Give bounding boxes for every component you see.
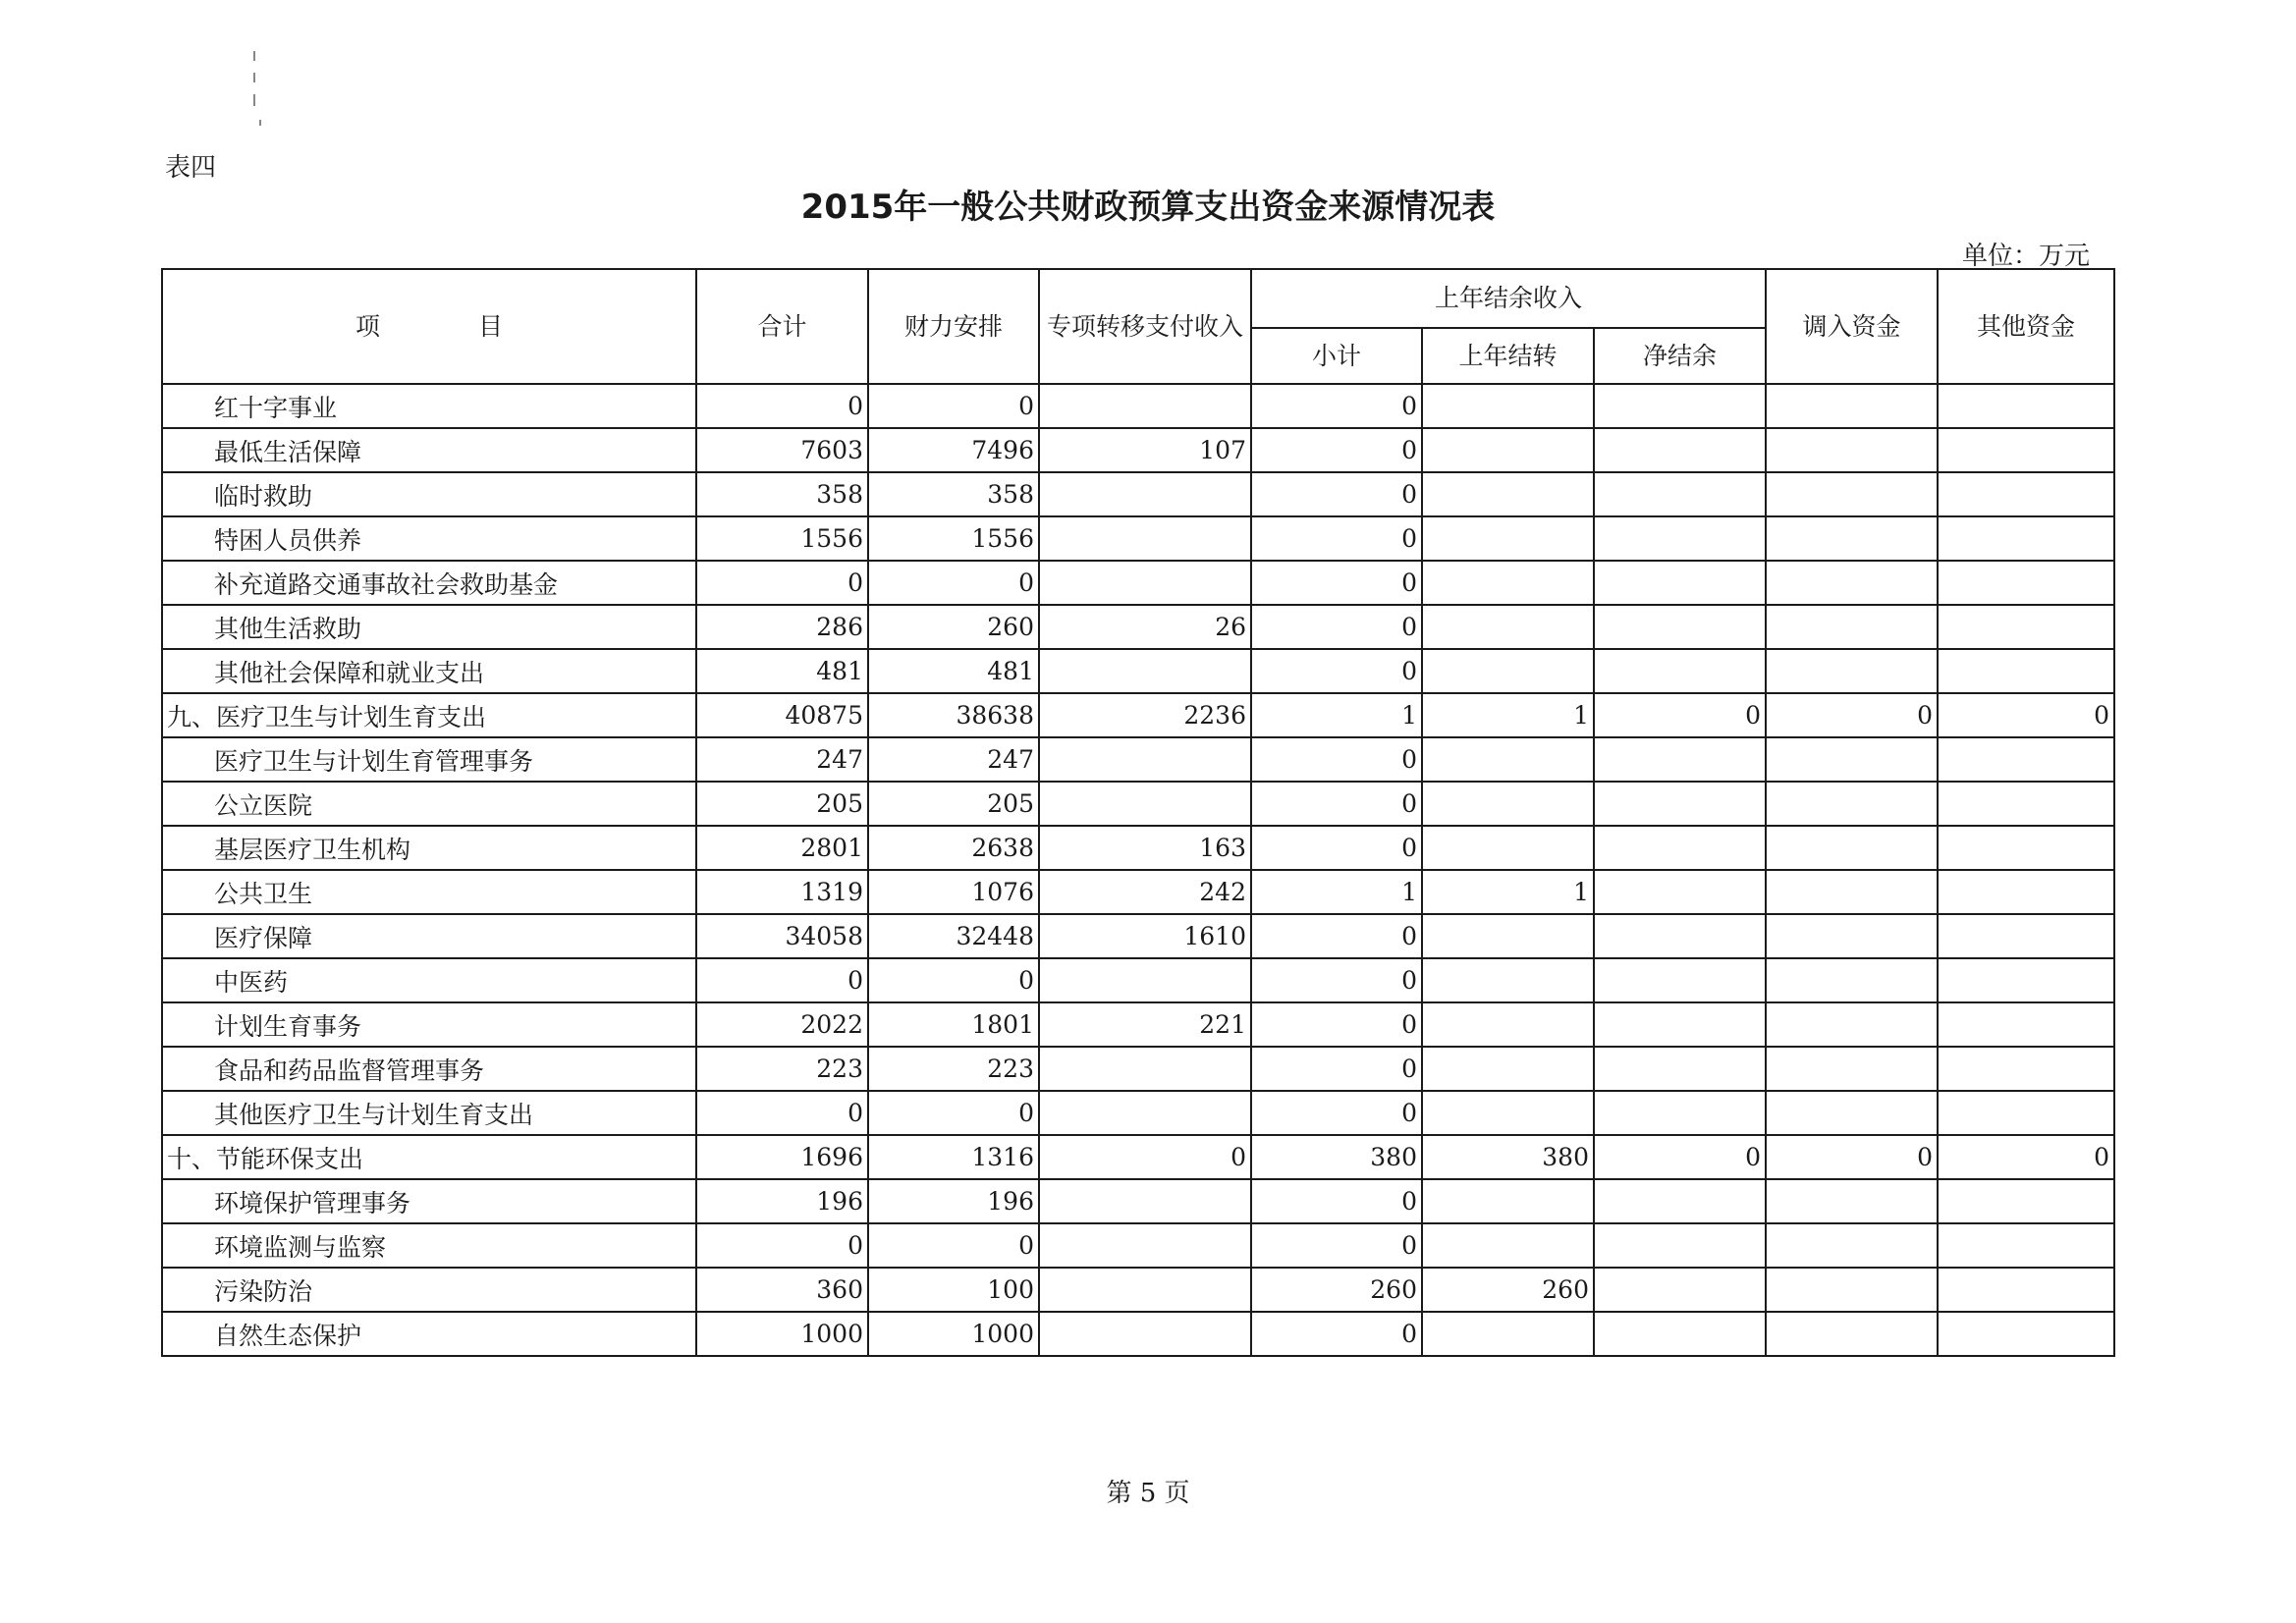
- col-header-carry-group: 上年结余收入: [1251, 269, 1766, 328]
- cell-special: [1039, 516, 1251, 561]
- header-row-1: [162, 269, 2114, 328]
- cell-fiscal: 1076: [868, 870, 1039, 914]
- cell-fiscal: 0: [868, 384, 1039, 428]
- cell-net: [1594, 826, 1766, 870]
- cell-total: 0: [696, 1223, 868, 1268]
- cell-total: 0: [696, 958, 868, 1002]
- row-item-name: 其他生活救助: [162, 605, 696, 649]
- cell-other: [1938, 472, 2114, 516]
- row-item-name: 基层医疗卫生机构: [162, 826, 696, 870]
- table-row: [162, 1135, 2114, 1179]
- cell-subtotal: 0: [1251, 649, 1422, 693]
- cell-special: [1039, 384, 1251, 428]
- cell-fiscal: 2638: [868, 826, 1039, 870]
- cell-fiscal: 38638: [868, 693, 1039, 737]
- cell-carryover: [1422, 1047, 1594, 1091]
- cell-net: 0: [1594, 693, 1766, 737]
- cell-other: [1938, 737, 2114, 782]
- table-row: [162, 782, 2114, 826]
- row-item-name: 九、医疗卫生与计划生育支出: [162, 693, 696, 737]
- cell-special: [1039, 561, 1251, 605]
- page-title: 2015年一般公共财政预算支出资金来源情况表: [800, 188, 1496, 227]
- cell-transfer_in: [1766, 870, 1938, 914]
- cell-subtotal: 0: [1251, 1002, 1422, 1047]
- cell-other: [1938, 870, 2114, 914]
- cell-carryover: [1422, 1091, 1594, 1135]
- cell-total: 1000: [696, 1312, 868, 1356]
- cell-total: 1319: [696, 870, 868, 914]
- cell-net: [1594, 1223, 1766, 1268]
- row-item-name: 补充道路交通事故社会救助基金: [162, 561, 696, 605]
- row-item-name: 红十字事业: [162, 384, 696, 428]
- cell-transfer_in: [1766, 737, 1938, 782]
- row-item-name: 特困人员供养: [162, 516, 696, 561]
- cell-other: [1938, 1312, 2114, 1356]
- cell-carryover: [1422, 516, 1594, 561]
- cell-other: [1938, 605, 2114, 649]
- table-row: [162, 1223, 2114, 1268]
- table-row: [162, 737, 2114, 782]
- cell-subtotal: 0: [1251, 472, 1422, 516]
- cell-subtotal: 0: [1251, 561, 1422, 605]
- cell-net: 0: [1594, 1135, 1766, 1179]
- table-row: [162, 958, 2114, 1002]
- cell-net: [1594, 516, 1766, 561]
- table-row: [162, 870, 2114, 914]
- cell-carryover: [1422, 958, 1594, 1002]
- cell-other: [1938, 914, 2114, 958]
- cell-net: [1594, 384, 1766, 428]
- cell-carryover: 380: [1422, 1135, 1594, 1179]
- cell-carryover: [1422, 1312, 1594, 1356]
- cell-special: [1039, 1091, 1251, 1135]
- table-row: [162, 826, 2114, 870]
- cell-carryover: [1422, 1179, 1594, 1223]
- cell-carryover: [1422, 649, 1594, 693]
- table-row: [162, 1312, 2114, 1356]
- table-body: [162, 384, 2114, 1356]
- table-row: [162, 516, 2114, 561]
- table-row: [162, 1179, 2114, 1223]
- cell-other: [1938, 561, 2114, 605]
- cell-transfer_in: [1766, 1268, 1938, 1312]
- cell-special: [1039, 649, 1251, 693]
- table-row: [162, 693, 2114, 737]
- row-item-name: 医疗卫生与计划生育管理事务: [162, 737, 696, 782]
- cell-special: [1039, 782, 1251, 826]
- cell-total: 2801: [696, 826, 868, 870]
- cell-net: [1594, 914, 1766, 958]
- table-row: [162, 1268, 2114, 1312]
- cell-transfer_in: [1766, 516, 1938, 561]
- row-item-name: 最低生活保障: [162, 428, 696, 472]
- cell-fiscal: 7496: [868, 428, 1039, 472]
- cell-carryover: [1422, 737, 1594, 782]
- cell-transfer_in: [1766, 1047, 1938, 1091]
- cell-total: 481: [696, 649, 868, 693]
- cell-total: 205: [696, 782, 868, 826]
- cell-net: [1594, 737, 1766, 782]
- cell-fiscal: 1801: [868, 1002, 1039, 1047]
- cell-carryover: [1422, 605, 1594, 649]
- table-row: [162, 605, 2114, 649]
- cell-transfer_in: [1766, 1002, 1938, 1047]
- cell-transfer_in: [1766, 914, 1938, 958]
- cell-net: [1594, 649, 1766, 693]
- cell-other: [1938, 1223, 2114, 1268]
- cell-fiscal: 358: [868, 472, 1039, 516]
- table-row: [162, 914, 2114, 958]
- cell-carryover: [1422, 782, 1594, 826]
- cell-carryover: [1422, 561, 1594, 605]
- cell-other: [1938, 1002, 2114, 1047]
- col-header-special: 专项转移支付收入: [1039, 269, 1251, 384]
- cell-special: 2236: [1039, 693, 1251, 737]
- row-item-name: 十、节能环保支出: [162, 1135, 696, 1179]
- cell-transfer_in: [1766, 384, 1938, 428]
- row-item-name: 环境保护管理事务: [162, 1179, 696, 1223]
- cell-carryover: 260: [1422, 1268, 1594, 1312]
- cell-special: 221: [1039, 1002, 1251, 1047]
- cell-other: [1938, 516, 2114, 561]
- cell-fiscal: 100: [868, 1268, 1039, 1312]
- cell-transfer_in: [1766, 605, 1938, 649]
- row-item-name: 中医药: [162, 958, 696, 1002]
- cell-total: 286: [696, 605, 868, 649]
- cell-transfer_in: [1766, 1312, 1938, 1356]
- cell-transfer_in: [1766, 1179, 1938, 1223]
- cell-transfer_in: [1766, 561, 1938, 605]
- cell-subtotal: 0: [1251, 1047, 1422, 1091]
- cell-subtotal: 1: [1251, 870, 1422, 914]
- table-row: [162, 1091, 2114, 1135]
- cell-subtotal: 0: [1251, 1179, 1422, 1223]
- cell-subtotal: 0: [1251, 516, 1422, 561]
- cell-carryover: [1422, 384, 1594, 428]
- cell-fiscal: 0: [868, 561, 1039, 605]
- row-item-name: 环境监测与监察: [162, 1223, 696, 1268]
- cell-transfer_in: [1766, 782, 1938, 826]
- col-header-carryover: 上年结转: [1422, 328, 1594, 384]
- table-label: 表四: [165, 153, 217, 183]
- cell-other: [1938, 1179, 2114, 1223]
- cell-carryover: [1422, 1223, 1594, 1268]
- table-row: [162, 649, 2114, 693]
- cell-net: [1594, 1268, 1766, 1312]
- cell-other: [1938, 384, 2114, 428]
- cell-subtotal: 380: [1251, 1135, 1422, 1179]
- row-item-name: 污染防治: [162, 1268, 696, 1312]
- cell-net: [1594, 1312, 1766, 1356]
- col-header-net-balance: 净结余: [1594, 328, 1766, 384]
- cell-total: 360: [696, 1268, 868, 1312]
- page-number: 第 5 页: [1106, 1479, 1190, 1508]
- cell-special: 107: [1039, 428, 1251, 472]
- cell-subtotal: 0: [1251, 428, 1422, 472]
- cell-fiscal: 1316: [868, 1135, 1039, 1179]
- cell-carryover: [1422, 826, 1594, 870]
- cell-transfer_in: [1766, 826, 1938, 870]
- cell-total: 40875: [696, 693, 868, 737]
- cell-fiscal: 0: [868, 1223, 1039, 1268]
- cell-fiscal: 223: [868, 1047, 1039, 1091]
- budget-table: [161, 268, 2115, 1357]
- cell-special: [1039, 958, 1251, 1002]
- cell-transfer_in: [1766, 958, 1938, 1002]
- cell-total: 7603: [696, 428, 868, 472]
- cell-special: [1039, 1179, 1251, 1223]
- cell-special: 26: [1039, 605, 1251, 649]
- cell-transfer_in: [1766, 649, 1938, 693]
- col-header-item: 项 目: [162, 269, 696, 384]
- col-header-fiscal: 财力安排: [868, 269, 1039, 384]
- cell-special: [1039, 1312, 1251, 1356]
- cell-transfer_in: 0: [1766, 1135, 1938, 1179]
- table-row: [162, 561, 2114, 605]
- cell-special: 163: [1039, 826, 1251, 870]
- cell-special: [1039, 1268, 1251, 1312]
- cell-other: [1938, 1091, 2114, 1135]
- row-item-name: 食品和药品监督管理事务: [162, 1047, 696, 1091]
- cell-carryover: 1: [1422, 693, 1594, 737]
- scan-artifact: [251, 51, 271, 139]
- cell-fiscal: 0: [868, 1091, 1039, 1135]
- row-item-name: 其他社会保障和就业支出: [162, 649, 696, 693]
- unit-label: 单位：万元: [1962, 242, 2091, 271]
- cell-total: 1696: [696, 1135, 868, 1179]
- cell-net: [1594, 605, 1766, 649]
- cell-subtotal: 0: [1251, 737, 1422, 782]
- cell-total: 1556: [696, 516, 868, 561]
- col-header-total: 合计: [696, 269, 868, 384]
- cell-fiscal: 205: [868, 782, 1039, 826]
- cell-transfer_in: [1766, 472, 1938, 516]
- cell-transfer_in: [1766, 1223, 1938, 1268]
- cell-fiscal: 196: [868, 1179, 1039, 1223]
- cell-total: 0: [696, 561, 868, 605]
- cell-special: 242: [1039, 870, 1251, 914]
- cell-subtotal: 0: [1251, 1312, 1422, 1356]
- cell-other: [1938, 1268, 2114, 1312]
- cell-total: 2022: [696, 1002, 868, 1047]
- cell-fiscal: 481: [868, 649, 1039, 693]
- col-header-subtotal: 小计: [1251, 328, 1422, 384]
- table-row: [162, 1002, 2114, 1047]
- cell-carryover: [1422, 1002, 1594, 1047]
- cell-other: [1938, 428, 2114, 472]
- table-row: [162, 472, 2114, 516]
- cell-transfer_in: [1766, 1091, 1938, 1135]
- cell-fiscal: 260: [868, 605, 1039, 649]
- cell-fiscal: 1556: [868, 516, 1039, 561]
- row-item-name: 临时救助: [162, 472, 696, 516]
- cell-total: 358: [696, 472, 868, 516]
- row-item-name: 其他医疗卫生与计划生育支出: [162, 1091, 696, 1135]
- cell-carryover: [1422, 472, 1594, 516]
- row-item-name: 公立医院: [162, 782, 696, 826]
- table-row: [162, 384, 2114, 428]
- cell-subtotal: 0: [1251, 605, 1422, 649]
- cell-net: [1594, 1002, 1766, 1047]
- cell-net: [1594, 1091, 1766, 1135]
- cell-other: [1938, 958, 2114, 1002]
- cell-special: 0: [1039, 1135, 1251, 1179]
- cell-other: [1938, 649, 2114, 693]
- cell-carryover: [1422, 914, 1594, 958]
- cell-total: 247: [696, 737, 868, 782]
- cell-subtotal: 1: [1251, 693, 1422, 737]
- cell-transfer_in: 0: [1766, 693, 1938, 737]
- cell-net: [1594, 472, 1766, 516]
- cell-net: [1594, 870, 1766, 914]
- cell-fiscal: 32448: [868, 914, 1039, 958]
- cell-subtotal: 0: [1251, 958, 1422, 1002]
- row-item-name: 公共卫生: [162, 870, 696, 914]
- cell-subtotal: 0: [1251, 384, 1422, 428]
- cell-fiscal: 0: [868, 958, 1039, 1002]
- cell-fiscal: 1000: [868, 1312, 1039, 1356]
- cell-subtotal: 0: [1251, 1223, 1422, 1268]
- cell-other: [1938, 1047, 2114, 1091]
- row-item-name: 自然生态保护: [162, 1312, 696, 1356]
- cell-other: 0: [1938, 693, 2114, 737]
- table-row: [162, 428, 2114, 472]
- cell-special: [1039, 1047, 1251, 1091]
- cell-carryover: 1: [1422, 870, 1594, 914]
- cell-net: [1594, 782, 1766, 826]
- cell-carryover: [1422, 428, 1594, 472]
- cell-total: 0: [696, 1091, 868, 1135]
- cell-total: 34058: [696, 914, 868, 958]
- cell-fiscal: 247: [868, 737, 1039, 782]
- cell-net: [1594, 1179, 1766, 1223]
- cell-net: [1594, 1047, 1766, 1091]
- col-header-transfer-in: 调入资金: [1766, 269, 1938, 384]
- cell-total: 223: [696, 1047, 868, 1091]
- cell-transfer_in: [1766, 428, 1938, 472]
- cell-total: 196: [696, 1179, 868, 1223]
- cell-special: [1039, 737, 1251, 782]
- row-item-name: 计划生育事务: [162, 1002, 696, 1047]
- cell-special: [1039, 472, 1251, 516]
- table-row: [162, 1047, 2114, 1091]
- cell-subtotal: 0: [1251, 1091, 1422, 1135]
- cell-total: 0: [696, 384, 868, 428]
- cell-net: [1594, 428, 1766, 472]
- col-header-other: 其他资金: [1938, 269, 2114, 384]
- cell-net: [1594, 958, 1766, 1002]
- cell-subtotal: 0: [1251, 826, 1422, 870]
- cell-subtotal: 260: [1251, 1268, 1422, 1312]
- cell-other: 0: [1938, 1135, 2114, 1179]
- cell-subtotal: 0: [1251, 782, 1422, 826]
- cell-other: [1938, 826, 2114, 870]
- cell-special: [1039, 1223, 1251, 1268]
- cell-special: 1610: [1039, 914, 1251, 958]
- cell-net: [1594, 561, 1766, 605]
- cell-subtotal: 0: [1251, 914, 1422, 958]
- cell-other: [1938, 782, 2114, 826]
- row-item-name: 医疗保障: [162, 914, 696, 958]
